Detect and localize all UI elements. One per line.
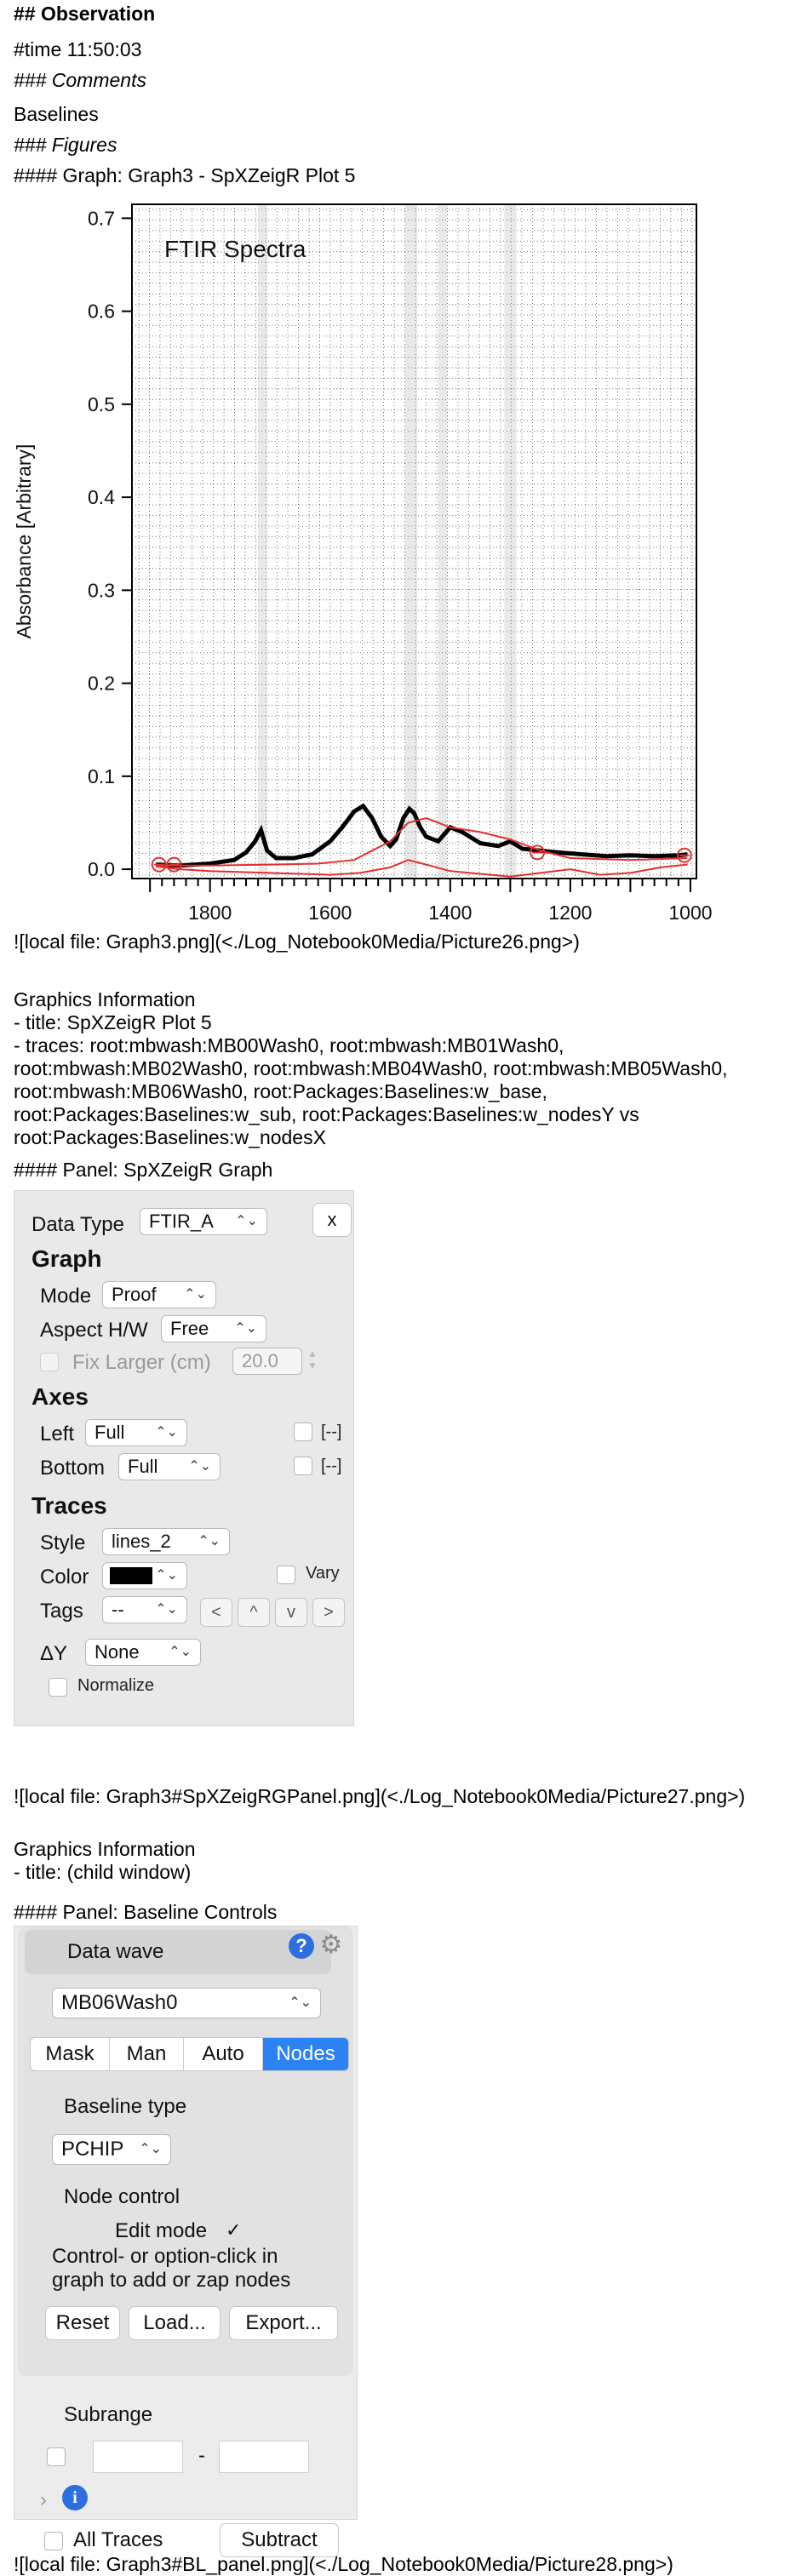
aspect-label: Aspect H/W bbox=[40, 1319, 148, 1342]
y-tick-label: 0.0 bbox=[88, 858, 115, 881]
graph-series bbox=[152, 806, 691, 877]
chevron-updown-icon: ⌃⌄ bbox=[234, 1321, 257, 1336]
baseline-type-label: Baseline type bbox=[64, 2095, 187, 2118]
bottom-axis-select[interactable] bbox=[118, 1453, 221, 1480]
chevron-updown-icon: ⌃⌄ bbox=[139, 2142, 162, 2156]
panel1-file-link[interactable]: ![local file: Graph3#SpXZeigRGPanel.png](<./Log_Notebook0Media/Picture27.png>) bbox=[14, 1785, 746, 1807]
vary-checkbox[interactable] bbox=[277, 1566, 295, 1584]
y-tick-label: 0.6 bbox=[88, 300, 115, 323]
panel2-heading: #### Panel: Baseline Controls bbox=[14, 1901, 278, 1923]
faint-trace-band bbox=[504, 204, 516, 879]
mode-value: Proof bbox=[112, 1284, 157, 1305]
graph-heading: #### Graph: Graph3 - SpXZeigR Plot 5 bbox=[14, 164, 356, 186]
panel1-info-line: - title: (child window) bbox=[14, 1861, 192, 1883]
mode-select[interactable] bbox=[102, 1281, 216, 1308]
traces-section-heading: Traces bbox=[32, 1492, 107, 1519]
tags-value: -- bbox=[112, 1599, 124, 1620]
subrange-label: Subrange bbox=[64, 2403, 153, 2426]
baseline-controls-group bbox=[18, 1926, 353, 2376]
chevron-updown-icon: ⌃⌄ bbox=[198, 1534, 221, 1548]
stepper-icon[interactable]: ▲ ▼ bbox=[307, 1348, 318, 1371]
chevron-updown-icon: ⌃⌄ bbox=[235, 1214, 258, 1228]
bottom-axis-label: Bottom bbox=[40, 1457, 106, 1480]
graph-info-line: root:mbwash:MB02Wash0, root:mbwash:MB04Wash0, root:mbwash:MB05Wash0, bbox=[14, 1057, 728, 1079]
style-label: Style bbox=[40, 1531, 86, 1554]
color-select[interactable] bbox=[102, 1562, 187, 1589]
gear-icon[interactable]: ⚙ bbox=[319, 1931, 343, 1959]
nav-prev-button[interactable]: < bbox=[200, 1598, 232, 1627]
delta-y-label: ΔY bbox=[40, 1642, 68, 1665]
x-tick-label: 1400 bbox=[428, 902, 473, 924]
load-button[interactable]: Load... bbox=[129, 2306, 221, 2340]
observation-heading: ## Observation bbox=[14, 3, 156, 25]
tags-label: Tags bbox=[40, 1600, 83, 1623]
tags-select[interactable] bbox=[102, 1596, 187, 1623]
color-label: Color bbox=[40, 1566, 89, 1589]
subrange-end-input[interactable] bbox=[219, 2441, 309, 2473]
data-type-label: Data Type bbox=[32, 1213, 124, 1236]
panel1-info-heading: Graphics Information bbox=[14, 1838, 196, 1860]
y-tick-label: 0.5 bbox=[88, 392, 115, 415]
subrange-checkbox[interactable] bbox=[47, 2447, 66, 2466]
spxzeigr-graph-panel bbox=[14, 1190, 354, 1726]
data-wave-value: MB06Wash0 bbox=[61, 1991, 178, 2014]
left-axis-value: Full bbox=[95, 1422, 125, 1443]
graph-faint-traces bbox=[258, 204, 516, 879]
chevron-updown-icon: ⌃⌄ bbox=[289, 1995, 312, 2010]
tab-man[interactable]: Man bbox=[110, 2038, 184, 2070]
chevron-updown-icon: ⌃⌄ bbox=[188, 1459, 211, 1474]
left-axis-checkbox-label: [--] bbox=[321, 1423, 342, 1441]
mode-label: Mode bbox=[40, 1285, 92, 1308]
graph-info-heading: Graphics Information bbox=[14, 988, 196, 1010]
normalize-checkbox[interactable] bbox=[49, 1678, 67, 1697]
baseline-controls-panel bbox=[14, 1926, 358, 2520]
figures-heading: ### Figures bbox=[14, 134, 117, 156]
tab-nodes[interactable]: Nodes bbox=[263, 2038, 348, 2070]
tab-auto[interactable]: Auto bbox=[184, 2038, 263, 2070]
axes-section-heading: Axes bbox=[32, 1383, 89, 1410]
baseline-type-value: PCHIP bbox=[61, 2138, 124, 2161]
graph-file-link[interactable]: ![local file: Graph3.png](<./Log_Notebook0Media/Picture26.png>) bbox=[14, 930, 580, 953]
panel1-heading: #### Panel: SpXZeigR Graph bbox=[14, 1159, 273, 1181]
faint-trace-band bbox=[405, 204, 417, 879]
data-wave-label: Data wave bbox=[67, 1940, 164, 1963]
graph-section-heading: Graph bbox=[32, 1245, 102, 1272]
x-tick-label: 1000 bbox=[668, 902, 713, 924]
faint-trace-band bbox=[258, 204, 267, 879]
edit-mode-checkbox[interactable]: ✓ bbox=[226, 2219, 242, 2241]
y-tick-label: 0.1 bbox=[88, 764, 115, 787]
data-wave-header bbox=[25, 1930, 331, 1974]
left-axis-checkbox[interactable] bbox=[294, 1423, 312, 1441]
bottom-axis-value: Full bbox=[128, 1456, 158, 1477]
fix-larger-input[interactable]: 20.0 bbox=[232, 1348, 302, 1375]
normalize-label: Normalize bbox=[77, 1676, 155, 1695]
all-traces-label: All Traces bbox=[73, 2528, 163, 2551]
reset-button[interactable]: Reset bbox=[45, 2306, 120, 2340]
series-line-data bbox=[156, 806, 687, 866]
fix-larger-label: Fix Larger (cm) bbox=[72, 1351, 211, 1374]
x-tick-label: 1600 bbox=[308, 902, 352, 924]
fix-larger-checkbox[interactable] bbox=[40, 1353, 59, 1371]
graph-info-line: root:Packages:Baselines:w_nodesX bbox=[14, 1126, 326, 1148]
info-icon[interactable]: i bbox=[62, 2485, 88, 2510]
graph-info-line: - title: SpXZeigR Plot 5 bbox=[14, 1011, 212, 1033]
delta-y-value: None bbox=[95, 1641, 140, 1663]
vary-label: Vary bbox=[306, 1564, 340, 1583]
data-type-select[interactable] bbox=[140, 1208, 267, 1235]
data-wave-select[interactable] bbox=[52, 1988, 321, 2018]
help-icon[interactable]: ? bbox=[289, 1933, 314, 1959]
chevron-updown-icon: ⌃⌄ bbox=[155, 1602, 178, 1617]
aspect-value: Free bbox=[170, 1318, 209, 1339]
export-button[interactable]: Export... bbox=[229, 2306, 338, 2340]
x-tick-label: 1200 bbox=[548, 902, 593, 924]
chevron-updown-icon: ⌃⌄ bbox=[155, 1425, 178, 1440]
chevron-updown-icon: ⌃⌄ bbox=[169, 1645, 192, 1659]
faint-trace-band bbox=[438, 204, 448, 879]
chart-title: FTIR Spectra bbox=[164, 236, 306, 262]
node-control-label: Node control bbox=[64, 2185, 180, 2208]
subtract-button[interactable]: Subtract bbox=[220, 2523, 339, 2557]
disclosure-icon[interactable]: › bbox=[40, 2488, 47, 2511]
graph-info-line: root:Packages:Baselines:w_sub, root:Packages:Baselines:w_nodesY vs bbox=[14, 1103, 639, 1125]
baseline-type-select[interactable] bbox=[52, 2134, 171, 2165]
style-value: lines_2 bbox=[112, 1531, 171, 1552]
subrange-start-input[interactable] bbox=[93, 2441, 183, 2473]
chevron-updown-icon: ⌃⌄ bbox=[155, 1568, 178, 1583]
mode-tabs bbox=[30, 2037, 349, 2071]
graph-info-line: root:mbwash:MB06Wash0, root:Packages:Baselines:w_base, bbox=[14, 1080, 547, 1102]
y-tick-label: 0.4 bbox=[88, 486, 115, 509]
x-tick-label: 1800 bbox=[188, 902, 232, 924]
aspect-select[interactable] bbox=[161, 1315, 266, 1342]
nav-up-button[interactable]: ^ bbox=[238, 1598, 270, 1627]
left-axis-label: Left bbox=[40, 1423, 75, 1445]
delta-y-select[interactable] bbox=[85, 1639, 201, 1666]
graph-info-line: - traces: root:mbwash:MB00Wash0, root:mbwash:MB01Wash0, bbox=[14, 1034, 564, 1056]
chevron-updown-icon: ⌃⌄ bbox=[184, 1287, 207, 1302]
y-tick-label: 0.3 bbox=[88, 579, 115, 602]
close-button[interactable]: x bbox=[312, 1203, 352, 1237]
left-axis-select[interactable] bbox=[85, 1419, 187, 1446]
bottom-axis-checkbox-label: [--] bbox=[321, 1457, 342, 1475]
nav-next-button[interactable]: > bbox=[312, 1598, 345, 1627]
ftir-graph bbox=[0, 189, 802, 930]
comments-text: Baselines bbox=[14, 103, 99, 125]
time-line: #time 11:50:03 bbox=[14, 38, 142, 60]
style-select[interactable] bbox=[102, 1528, 230, 1555]
y-tick-label: 0.7 bbox=[88, 207, 115, 230]
tab-mask[interactable]: Mask bbox=[31, 2038, 110, 2070]
hint-line-2: graph to add or zap nodes bbox=[52, 2269, 291, 2292]
nav-down-button[interactable]: v bbox=[275, 1598, 307, 1627]
y-axis-label: Absorbance [Arbitrary] bbox=[13, 444, 35, 639]
edit-mode-label: Edit mode bbox=[115, 2219, 208, 2242]
comments-heading: ### Comments bbox=[14, 69, 146, 91]
all-traces-checkbox[interactable] bbox=[44, 2532, 63, 2550]
subrange-dash: - bbox=[198, 2444, 205, 2467]
hint-line-1: Control- or option-click in bbox=[52, 2245, 278, 2268]
color-swatch bbox=[110, 1567, 152, 1584]
bottom-axis-checkbox[interactable] bbox=[294, 1457, 312, 1475]
panel2-file-link[interactable]: ![local file: Graph3#BL_panel.png](<./Log_Notebook0Media/Picture28.png>) bbox=[14, 2553, 673, 2575]
y-tick-label: 0.2 bbox=[88, 672, 115, 695]
data-type-value: FTIR_A bbox=[149, 1211, 214, 1232]
